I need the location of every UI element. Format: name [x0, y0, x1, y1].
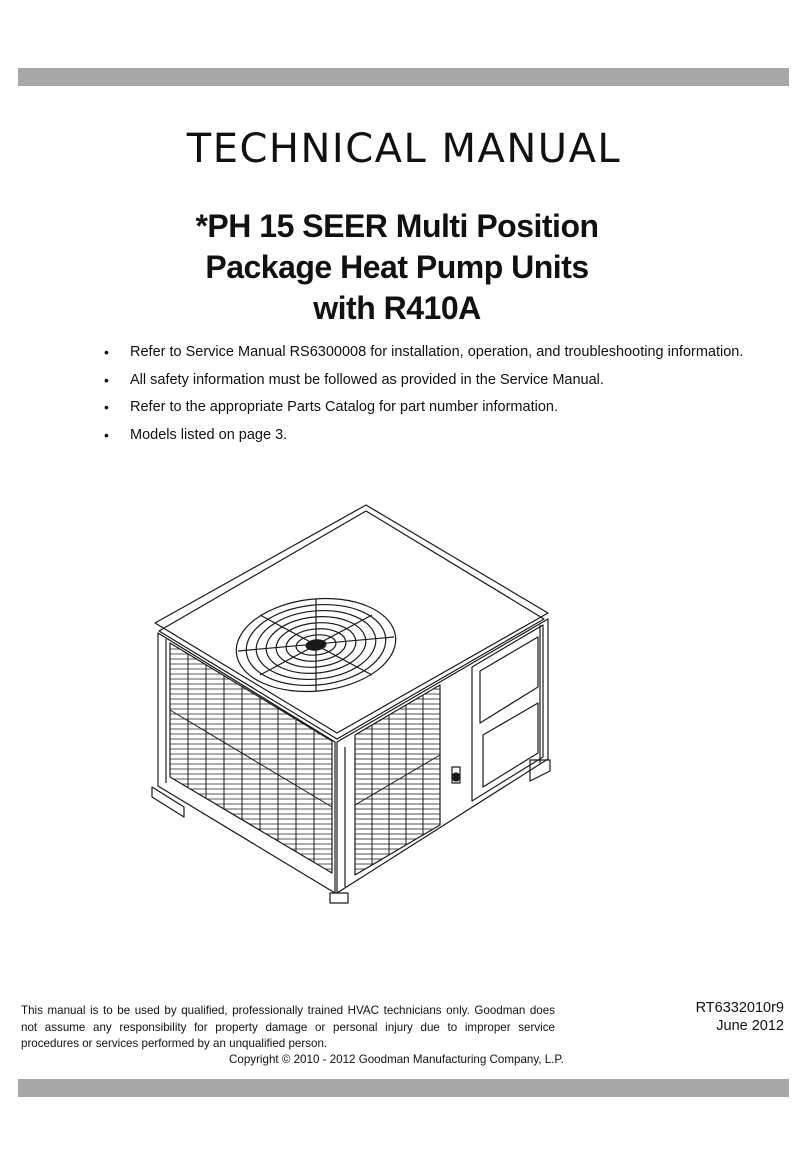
- product-subtitle: [0, 206, 794, 329]
- copyright-notice: Copyright © 2010 - 2012 Goodman Manufacturing Company, L.P.: [229, 1053, 564, 1066]
- list-item: [104, 422, 794, 450]
- bullet-icon: •: [104, 344, 109, 360]
- document-number: RT6332010r9: [695, 1000, 784, 1016]
- list-item-text: Refer to Service Manual RS6300008 for installation, operation, and troubleshooting information.: [130, 344, 744, 360]
- bottom-rule-bar: [18, 1079, 789, 1097]
- document-code: [696, 999, 784, 1035]
- list-item: [104, 394, 794, 422]
- list-item-text: Refer to the appropriate Parts Catalog for part number information.: [130, 399, 558, 415]
- document-date: June 2012: [716, 1018, 784, 1034]
- disclaimer-text: This manual is to be used by qualified, professionally trained HVAC technicians only. Goodman does not assume any responsibility for property damage or personal injury due to improper service procedures or services performed by an unqualified person.: [21, 1004, 555, 1050]
- top-rule-bar: [18, 68, 789, 86]
- subtitle-line: *PH 15 SEER Multi Position: [195, 208, 599, 244]
- bullet-icon: •: [104, 399, 109, 415]
- list-item: [104, 339, 794, 367]
- bullet-icon: •: [104, 371, 109, 388]
- list-item-text: Models listed on page 3.: [130, 426, 288, 443]
- bullet-icon: •: [104, 426, 109, 443]
- subtitle-line: with R410A: [313, 290, 481, 326]
- subtitle-line: Package Heat Pump Units: [205, 249, 589, 285]
- list-item-text: All safety information must be followed as provided in the Service Manual.: [130, 371, 604, 388]
- page-title: TECHNICAL MANUAL: [186, 126, 622, 172]
- list-item: [104, 367, 794, 395]
- info-bullet-list: [104, 339, 794, 449]
- package-heat-pump-unit-icon: [140, 495, 580, 915]
